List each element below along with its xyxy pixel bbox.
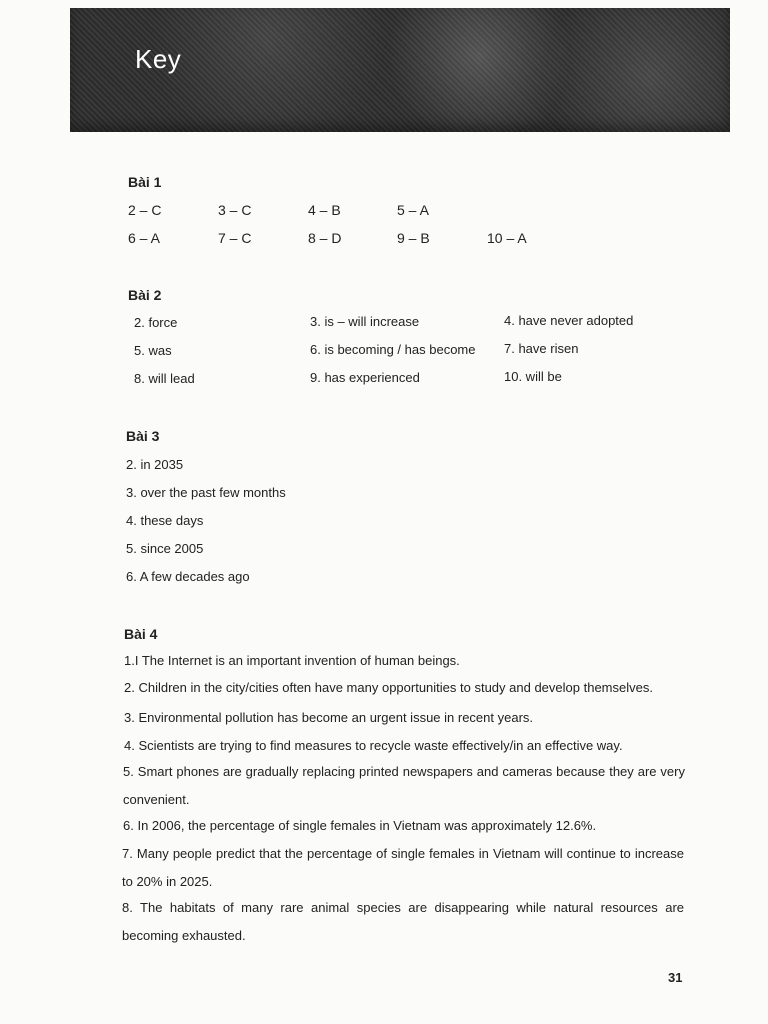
answer-item: 7. Many people predict that the percentage of single females in Vietnam will continue to increase to 20% in 2025.	[122, 846, 684, 889]
answer-item: 5. was	[134, 343, 172, 358]
answer-item: 7. have risen	[504, 341, 579, 356]
section-title-bai-2: Bài 2	[128, 287, 162, 303]
page-number: 31	[668, 970, 683, 985]
answer-item: 6. A few decades ago	[126, 569, 250, 584]
answer-item: 5. since 2005	[126, 541, 204, 556]
answer-item: 3 – C	[218, 202, 252, 218]
answer-item: 9 – B	[397, 230, 430, 246]
page-title: Key	[135, 44, 182, 74]
answer-item: 4 – B	[308, 202, 341, 218]
answer-item: 2. Children in the city/cities often have many opportunities to study and develop themselves.	[124, 680, 653, 695]
answer-item: 1.I The Internet is an important invention of human beings.	[124, 653, 460, 668]
answer-item: 6 – A	[128, 230, 160, 246]
answer-item: 6. In 2006, the percentage of single females in Vietnam was approximately 12.6%.	[123, 818, 597, 833]
answer-item: 3. Environmental pollution has become an urgent issue in recent years.	[124, 710, 534, 725]
answer-item: 10 – A	[487, 230, 527, 246]
answer-item: 7 – C	[218, 230, 252, 246]
answer-item: 5. Smart phones are gradually replacing printed newspapers and cameras because they are very convenient.	[123, 764, 685, 807]
answer-item: 10. will be	[504, 369, 562, 384]
answer-item: 4. have never adopted	[504, 313, 634, 328]
answer-item: 9. has experienced	[310, 370, 420, 385]
answer-item: 3. over the past few months	[126, 485, 286, 500]
section-title-bai-3: Bài 3	[126, 428, 160, 444]
answer-item: 8. will lead	[134, 371, 195, 386]
answer-item: 2. force	[134, 315, 178, 330]
answer-item: 8. The habitats of many rare animal species are disappearing while natural resources are becoming exhausted.	[122, 900, 684, 943]
answer-item: 2 – C	[128, 202, 162, 218]
section-title-bai-4: Bài 4	[124, 626, 158, 642]
answer-item: 4. Scientists are trying to find measures to recycle waste effectively/in an effective way.	[124, 738, 623, 753]
answer-item: 6. is becoming / has become	[310, 342, 476, 357]
answer-item: 2. in 2035	[126, 457, 184, 472]
section-title-bai-1: Bài 1	[128, 174, 162, 190]
answer-item: 8 – D	[308, 230, 342, 246]
answer-item: 3. is – will increase	[310, 314, 420, 329]
answer-item: 4. these days	[126, 513, 204, 528]
answer-item: 5 – A	[397, 202, 429, 218]
header-banner	[70, 8, 730, 132]
